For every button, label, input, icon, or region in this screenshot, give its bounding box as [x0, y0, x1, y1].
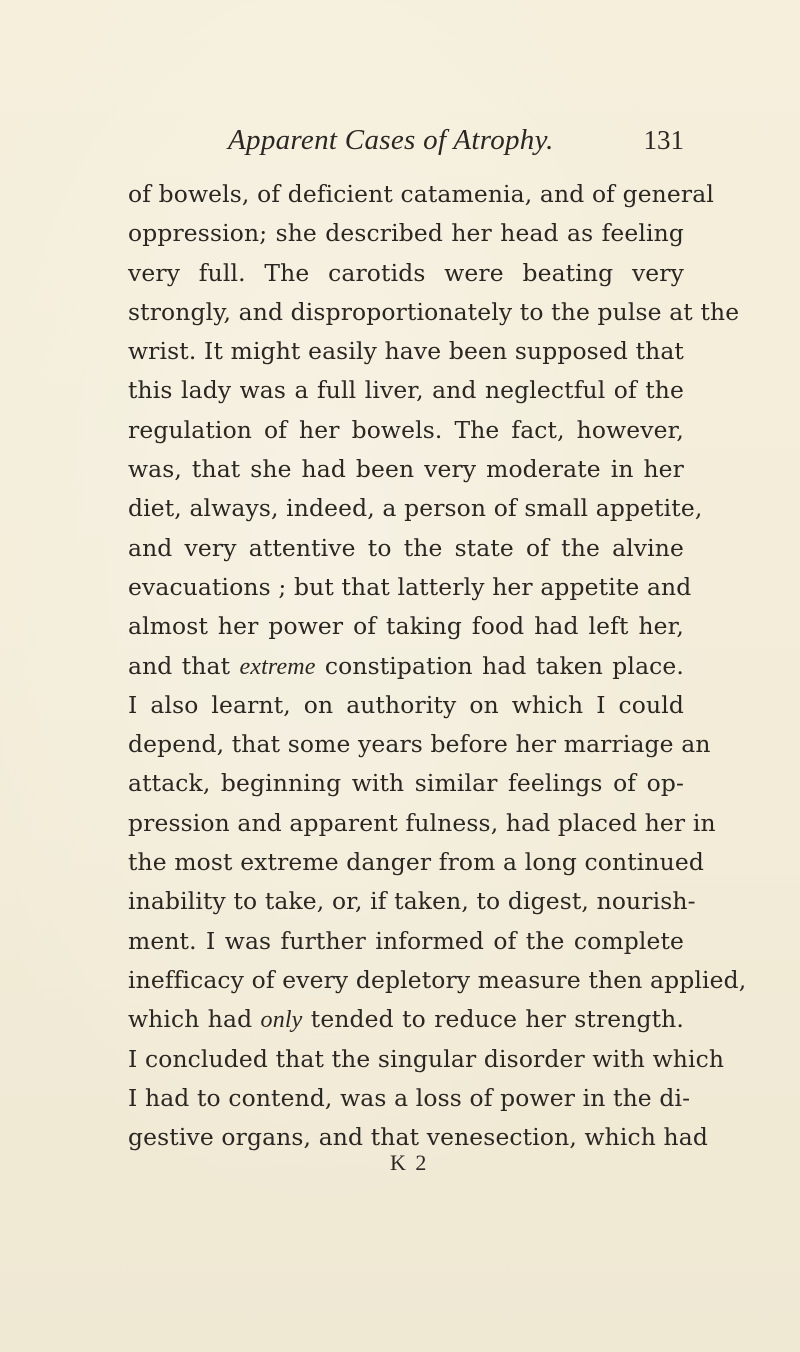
text-line: oppression; she described her head as feeling	[128, 219, 684, 248]
text-line: pression and apparent fulness, had placed her in	[128, 808, 716, 837]
text-line: of bowels, of deficient catamenia, and of general	[128, 180, 714, 208]
text-segment: tended to reduce her strength.	[302, 1005, 684, 1034]
text-line	[128, 647, 684, 686]
text-line: almost her power of taking food had left her,	[128, 612, 684, 641]
text-line: evacuations ; but that latterly her appetite and	[128, 572, 692, 601]
text-line: I concluded that the singular disorder with which	[128, 1044, 725, 1073]
text-line: very full. The carotids were beating very	[128, 258, 684, 287]
text-line: gestive organs, and that venesection, which had	[128, 1123, 708, 1152]
text-line: ment. I was further informed of the complete	[128, 926, 684, 955]
text-line: diet, always, indeed, a person of small appetite,	[128, 494, 703, 523]
running-title: Apparent Cases of Atrophy.	[228, 124, 554, 156]
text-line: inability to take, or, if taken, to digest, nourish-	[128, 887, 696, 916]
italic-emphasis: extreme	[239, 653, 316, 680]
signature-mark: K 2	[390, 1150, 429, 1175]
text-line: attack, beginning with similar feelings of op-	[128, 769, 684, 798]
text-segment: and that	[128, 651, 240, 680]
text-segment: which had	[128, 1005, 261, 1034]
italic-emphasis: only	[260, 1007, 303, 1034]
text-line: I also learnt, on authority on which I could	[128, 690, 684, 719]
body-text	[128, 175, 747, 1157]
page-number: 131	[643, 125, 684, 155]
text-line: strongly, and disproportionately to the pulse at the	[128, 297, 740, 326]
running-head	[228, 120, 684, 160]
text-line: inefficacy of every depletory measure then applied,	[128, 965, 747, 994]
text-line	[128, 1000, 684, 1039]
text-line: the most extreme danger from a long continued	[128, 848, 704, 877]
text-line: was, that she had been very moderate in her	[128, 455, 684, 484]
text-line: wrist. It might easily have been supposed that	[128, 337, 684, 366]
text-line: depend, that some years before her marriage an	[128, 730, 711, 759]
text-line: this lady was a full liver, and neglectful of the	[128, 376, 684, 405]
text-segment: constipation had taken place.	[315, 651, 684, 680]
text-line: and very attentive to the state of the alvine	[128, 533, 684, 562]
text-line: I had to contend, was a loss of power in the di-	[128, 1083, 691, 1112]
text-line: regulation of her bowels. The fact, however,	[128, 415, 684, 444]
